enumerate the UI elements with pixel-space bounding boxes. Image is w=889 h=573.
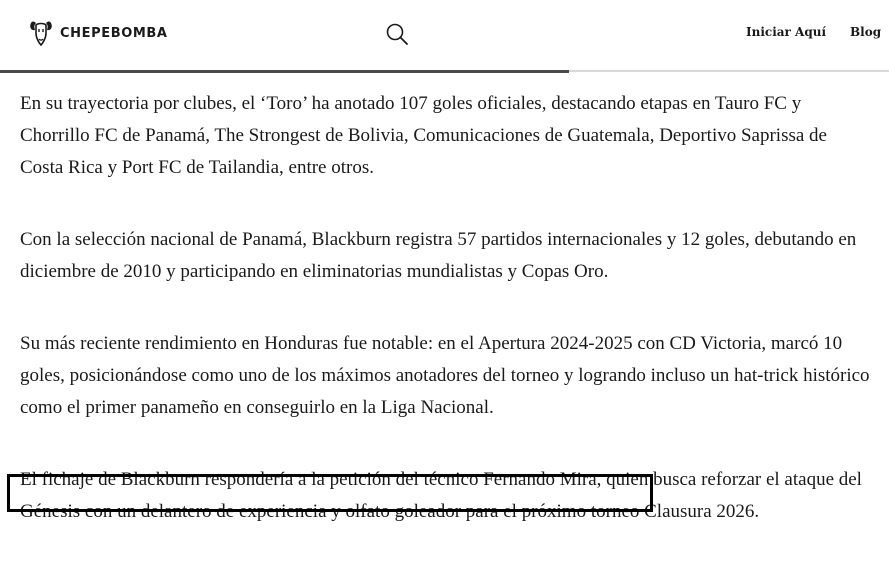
header-divider bbox=[0, 70, 889, 72]
article-body bbox=[20, 88, 870, 528]
brand-name: CHEPEBOMBA bbox=[60, 25, 168, 41]
search-button[interactable] bbox=[385, 22, 409, 46]
ram-head-icon bbox=[28, 19, 54, 47]
article-paragraph-clubs: En su trayectoria por clubes, el ‘Toro’ ha anotado 107 goles oficiales, destacando etapas en Tauro FC y Chorrillo FC de Panamá, The Strongest de Bolivia, Comunicaciones de Guatemala, Deportivo Saprissa de Costa Rica y Port FC de Tailandia, entre otros. bbox=[20, 93, 827, 178]
site-header bbox=[0, 0, 889, 70]
article-paragraph-national-team: Con la selección nacional de Panamá, Blackburn registra 57 partidos internacionales y 12 goles, debutando en diciembre de 2010 y participando en eliminatorias mundialistas y Copas Oro. bbox=[20, 229, 857, 282]
search-icon bbox=[385, 22, 409, 46]
reading-progress-bar bbox=[0, 70, 569, 73]
article-paragraph-honduras: Su más reciente rendimiento en Honduras fue notable: en el Apertura 2024-2025 con CD Victoria, marcó 10 goles, posicionándose como uno de los máximos anotadores del torneo y logrando incluso un hat-trick histórico como el primer panameño en conseguirlo en la Liga Nacional. bbox=[20, 333, 870, 418]
brand-logo-link[interactable] bbox=[28, 19, 168, 47]
nav-blog-link[interactable]: Blog bbox=[850, 25, 882, 39]
nav-start-here-link[interactable]: Iniciar Aquí bbox=[746, 25, 827, 39]
article-paragraph-signing: El fichaje de Blackburn respondería a la petición del técnico Fernando Mira, quien busca reforzar el ataque del Génesis con un delantero de experiencia y olfato goleador para el próximo torneo Clausura 2026. bbox=[20, 469, 862, 522]
